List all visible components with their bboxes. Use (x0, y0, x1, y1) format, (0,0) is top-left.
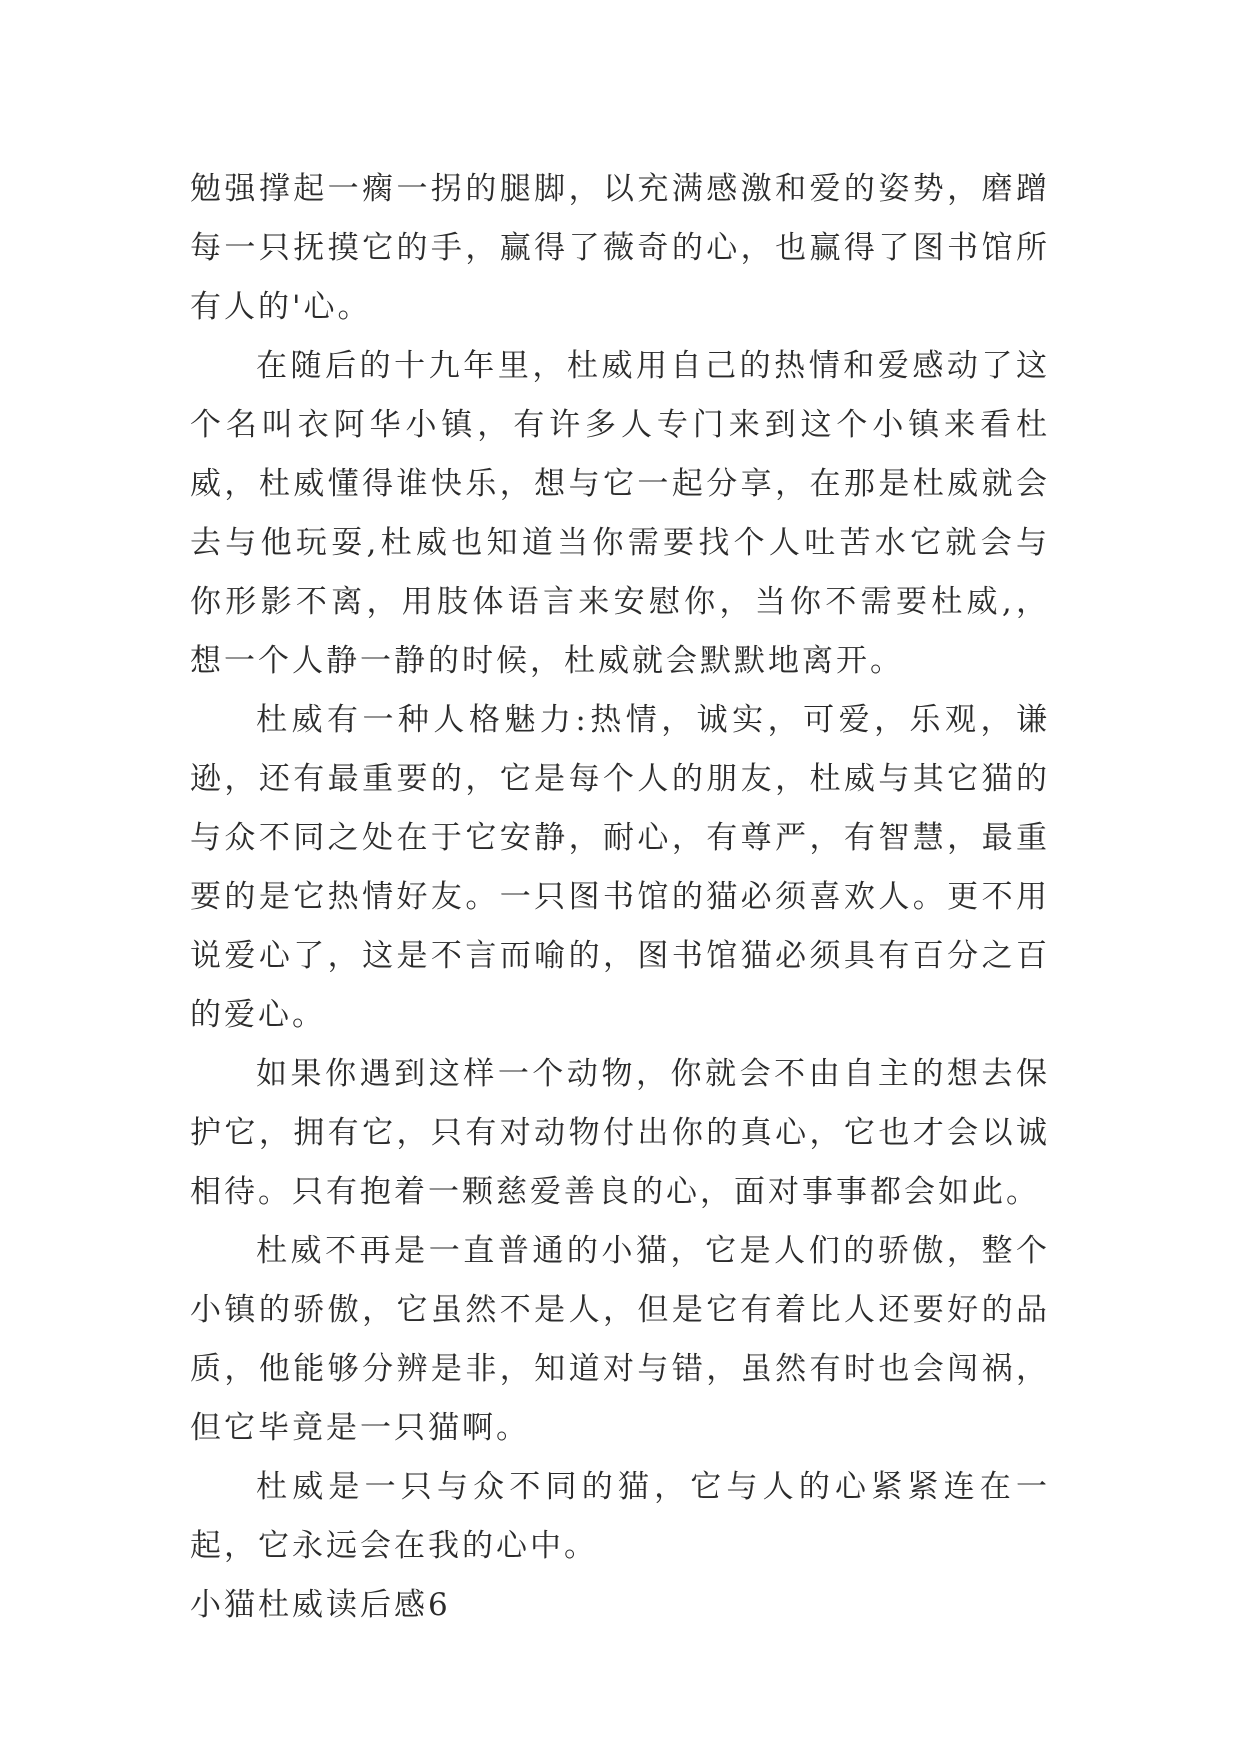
paragraph: 杜威是一只与众不同的猫，它与人的心紧紧连在一起，它永远会在我的心中。 (190, 1469, 1050, 1564)
paragraph: 如果你遇到这样一个动物，你就会不由自主的想去保护它，拥有它，只有对动物付出你的真心，它也才会以诚相待。只有抱着一颗慈爱善良的心，面对事事都会如此。 (190, 1056, 1050, 1210)
paragraph: 杜威不再是一直普通的小猫，它是人们的骄傲，整个小镇的骄傲，它虽然不是人，但是它有着比人还要好的品质，他能够分辨是非，知道对与错，虽然有时也会闯祸，但它毕竟是一只猫啊。 (190, 1233, 1050, 1446)
paragraph: 杜威有一种人格魅力:热情，诚实，可爱，乐观，谦逊，还有最重要的，它是每个人的朋友，杜威与其它猫的与众不同之处在于它安静，耐心，有尊严，有智慧，最重要的是它热情好友。一只图书馆的猫必须喜欢人。更不用说爱心了，这是不言而喻的，图书馆猫必须具有百分之百的爱心。 (190, 702, 1050, 1033)
document-body (190, 160, 1050, 1635)
paragraph: 在随后的十九年里，杜威用自己的热情和爱感动了这个名叫衣阿华小镇，有许多人专门来到这个小镇来看杜威，杜威懂得谁快乐，想与它一起分享，在那是杜威就会去与他玩耍,杜威也知道当你需要找个人吐苦水它就会与你形影不离，用肢体语言来安慰你，当你不需要杜威,，想一个人静一静的时候，杜威就会默默地离开。 (190, 348, 1050, 679)
paragraph-continuation: 勉强撑起一瘸一拐的腿脚，以充满感激和爱的姿势，磨蹭每一只抚摸它的手，赢得了薇奇的心，也赢得了图书馆所有人的'心。 (190, 171, 1050, 325)
section-heading: 小猫杜威读后感6 (190, 1587, 451, 1623)
